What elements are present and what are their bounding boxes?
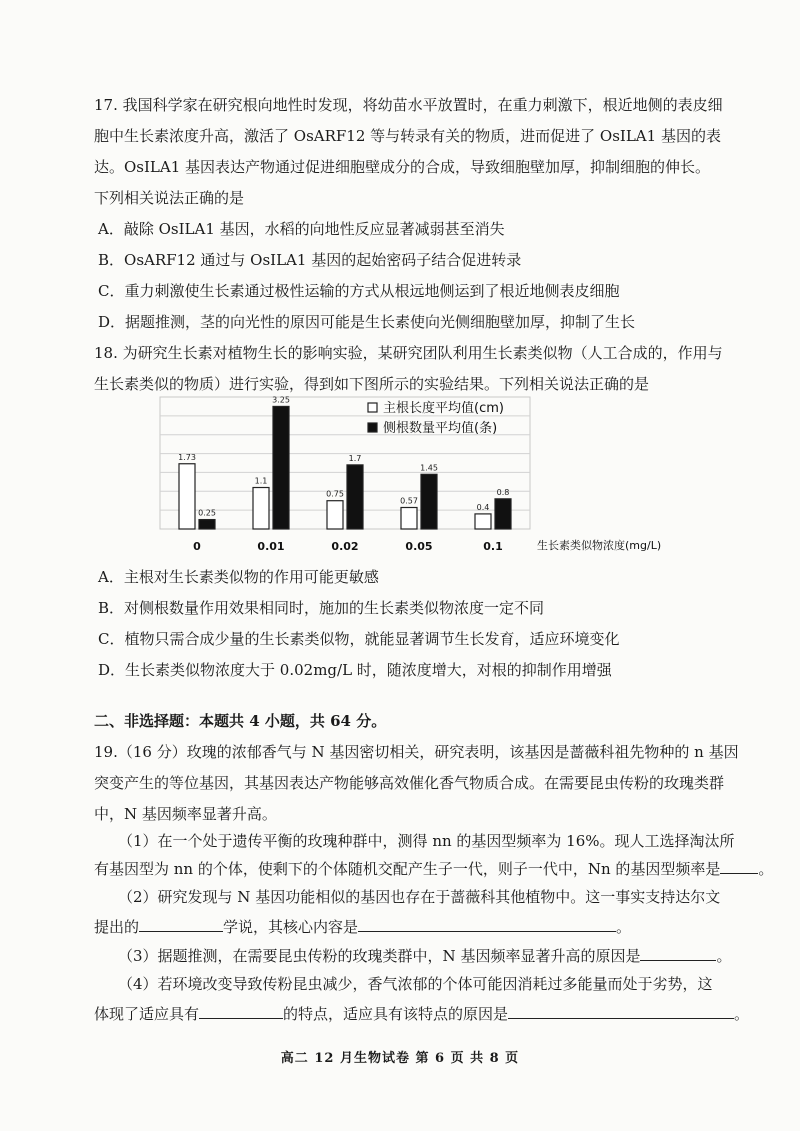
x-tick-label: 0.1: [483, 540, 503, 553]
chart-legend: [368, 400, 504, 436]
data-label: 0.75: [326, 489, 344, 499]
q19-part4-line-1: （4）若环境改变导致传粉昆虫减少，香气浓郁的个体可能因消耗过多能量而处于劣势，这: [118, 975, 713, 993]
q19-part1-end: 。: [758, 860, 774, 878]
q19-part3-text: （3）据题推测，在需要昆虫传粉的玫瑰类群中，N 基因频率显著升高的原因是: [118, 947, 641, 965]
q17-option-b: B．OsARF12 通过与 OsILA1 基因的起始密码子结合促进转录: [98, 251, 522, 269]
bar-lateral-root-count: [347, 465, 363, 529]
bar-main-root-length: [327, 501, 343, 529]
data-label: 1.7: [348, 453, 362, 463]
q17-option-d: D．据题推测，茎的向光性的原因可能是生长素使向光侧细胞壁加厚，抑制了生长: [98, 313, 636, 331]
q19-part4-text-a: 体现了适应具有: [94, 1005, 200, 1023]
q18-stem-line-2: 生长素类似的物质）进行实验，得到如下图所示的实验结果。下列相关说法正确的是: [94, 375, 650, 393]
x-axis-label: 生长素类似物浓度(mg/L): [537, 539, 662, 552]
q17-stem-line-4: 下列相关说法正确的是: [94, 189, 245, 207]
bar-chart: [150, 395, 690, 560]
q18-option-d: D．生长素类似物浓度大于 0.02mg/L 时，随浓度增大，对根的抑制作用增强: [98, 661, 612, 679]
chart-x-axis: [193, 538, 661, 553]
bar-lateral-root-count: [495, 499, 511, 529]
data-label: 1.1: [254, 476, 268, 486]
bar-lateral-root-count: [273, 406, 289, 529]
q18-option-c: C．植物只需合成少量的生长素类似物，就能显著调节生长发育，适应环境变化: [98, 630, 620, 648]
bar-main-root-length: [401, 508, 417, 529]
x-tick-label: 0.05: [405, 540, 433, 553]
data-label: 0.25: [198, 508, 216, 518]
legend-label: 侧根数量平均值(条): [383, 421, 498, 436]
bar-lateral-root-count: [199, 520, 215, 529]
page-footer: 高二 12 月生物试卷 第 6 页 共 8 页: [280, 1051, 520, 1066]
q17-option-a: A．敲除 OsILA1 基因，水稻的向地性反应显著减弱甚至消失: [98, 220, 505, 238]
legend-swatch: [368, 403, 377, 412]
section-2-heading: 二、非选择题：本题共 4 小题，共 64 分。: [94, 712, 387, 730]
bar-main-root-length: [253, 488, 269, 529]
x-tick-label: 0: [193, 540, 201, 553]
q19-part1-line-2: [94, 857, 773, 880]
q19-part3-line: [118, 944, 731, 967]
legend-label: 主根长度平均值(cm): [383, 401, 504, 416]
q19-part1-line-1: （1）在一个处于遗传平衡的玫瑰种群中，测得 nn 的基因型频率为 16%。现人工选择淘汰所: [118, 832, 735, 850]
q19-stem-line-3: 中，N 基因频率显著升高。: [94, 805, 277, 823]
answer-blank-6[interactable]: [508, 1002, 734, 1019]
q19-part1-text: 有基因型为 nn 的个体，使剩下的个体随机交配产生子一代，则子一代中，Nn 的基因型频率是: [94, 860, 721, 878]
q19-part4-end: 。: [734, 1005, 750, 1023]
q17-option-c: C．重力刺激使生长素通过极性运输的方式从根远地侧运到了根近地侧表皮细胞: [98, 282, 620, 300]
q18-stem-line-1: 18. 为研究生长素对植物生长的影响实验，某研究团队利用生长素类似物（人工合成的，作用与: [94, 344, 723, 362]
legend-swatch: [368, 423, 377, 432]
data-label: 1.45: [420, 463, 438, 473]
answer-blank-1[interactable]: [720, 857, 758, 874]
bar-lateral-root-count: [421, 474, 437, 529]
q18-option-b: B．对侧根数量作用效果相同时，施加的生长素类似物浓度一定不同: [98, 599, 545, 617]
q19-part2-text-b: 学说，其核心内容是: [223, 918, 359, 936]
data-label: 0.8: [496, 487, 510, 497]
data-label: 0.4: [476, 502, 490, 512]
q19-part2-end: 。: [616, 918, 632, 936]
bar-main-root-length: [475, 514, 491, 529]
bar-main-root-length: [179, 464, 195, 529]
answer-blank-4[interactable]: [640, 944, 716, 961]
answer-blank-5[interactable]: [199, 1002, 283, 1019]
q17-stem-line-2: 胞中生长素浓度升高，激活了 OsARF12 等与转录有关的物质，进而促进了 OsILA1 基因的表: [94, 127, 721, 145]
q19-stem-line-2: 突变产生的等位基因，其基因表达产物能够高效催化香气物质合成。在需要昆虫传粉的玫瑰类群: [94, 774, 725, 792]
q19-part3-end: 。: [716, 947, 732, 965]
q19-part2-line-2: [94, 915, 631, 938]
q19-stem-line-1: 19.（16 分）玫瑰的浓郁香气与 N 基因密切相关，研究表明，该基因是蔷薇科祖先物种的 n 基因: [94, 743, 739, 761]
q17-stem-line-3: 达。OsILA1 基因表达产物通过促进细胞壁成分的合成，导致细胞壁加厚，抑制细胞的伸长。: [94, 158, 711, 176]
data-label: 1.73: [178, 452, 196, 462]
data-label: 3.25: [272, 395, 290, 405]
x-tick-label: 0.01: [257, 540, 285, 553]
q19-part4-line-2: [94, 1002, 749, 1025]
q19-part4-text-b: 的特点，适应具有该特点的原因是: [283, 1005, 509, 1023]
x-tick-label: 0.02: [331, 540, 359, 553]
q19-part2-line-1: （2）研究发现与 N 基因功能相似的基因也存在于蔷薇科其他植物中。这一事实支持达尔文: [118, 888, 721, 906]
data-label: 0.57: [400, 496, 418, 506]
answer-blank-3[interactable]: [358, 915, 616, 932]
q19-part2-text-a: 提出的: [94, 918, 140, 936]
answer-blank-2[interactable]: [139, 915, 223, 932]
q17-stem-line-1: 17. 我国科学家在研究根向地性时发现，将幼苗水平放置时，在重力刺激下，根近地侧的表皮细: [94, 96, 723, 114]
q18-option-a: A．主根对生长素类似物的作用可能更敏感: [98, 568, 379, 586]
